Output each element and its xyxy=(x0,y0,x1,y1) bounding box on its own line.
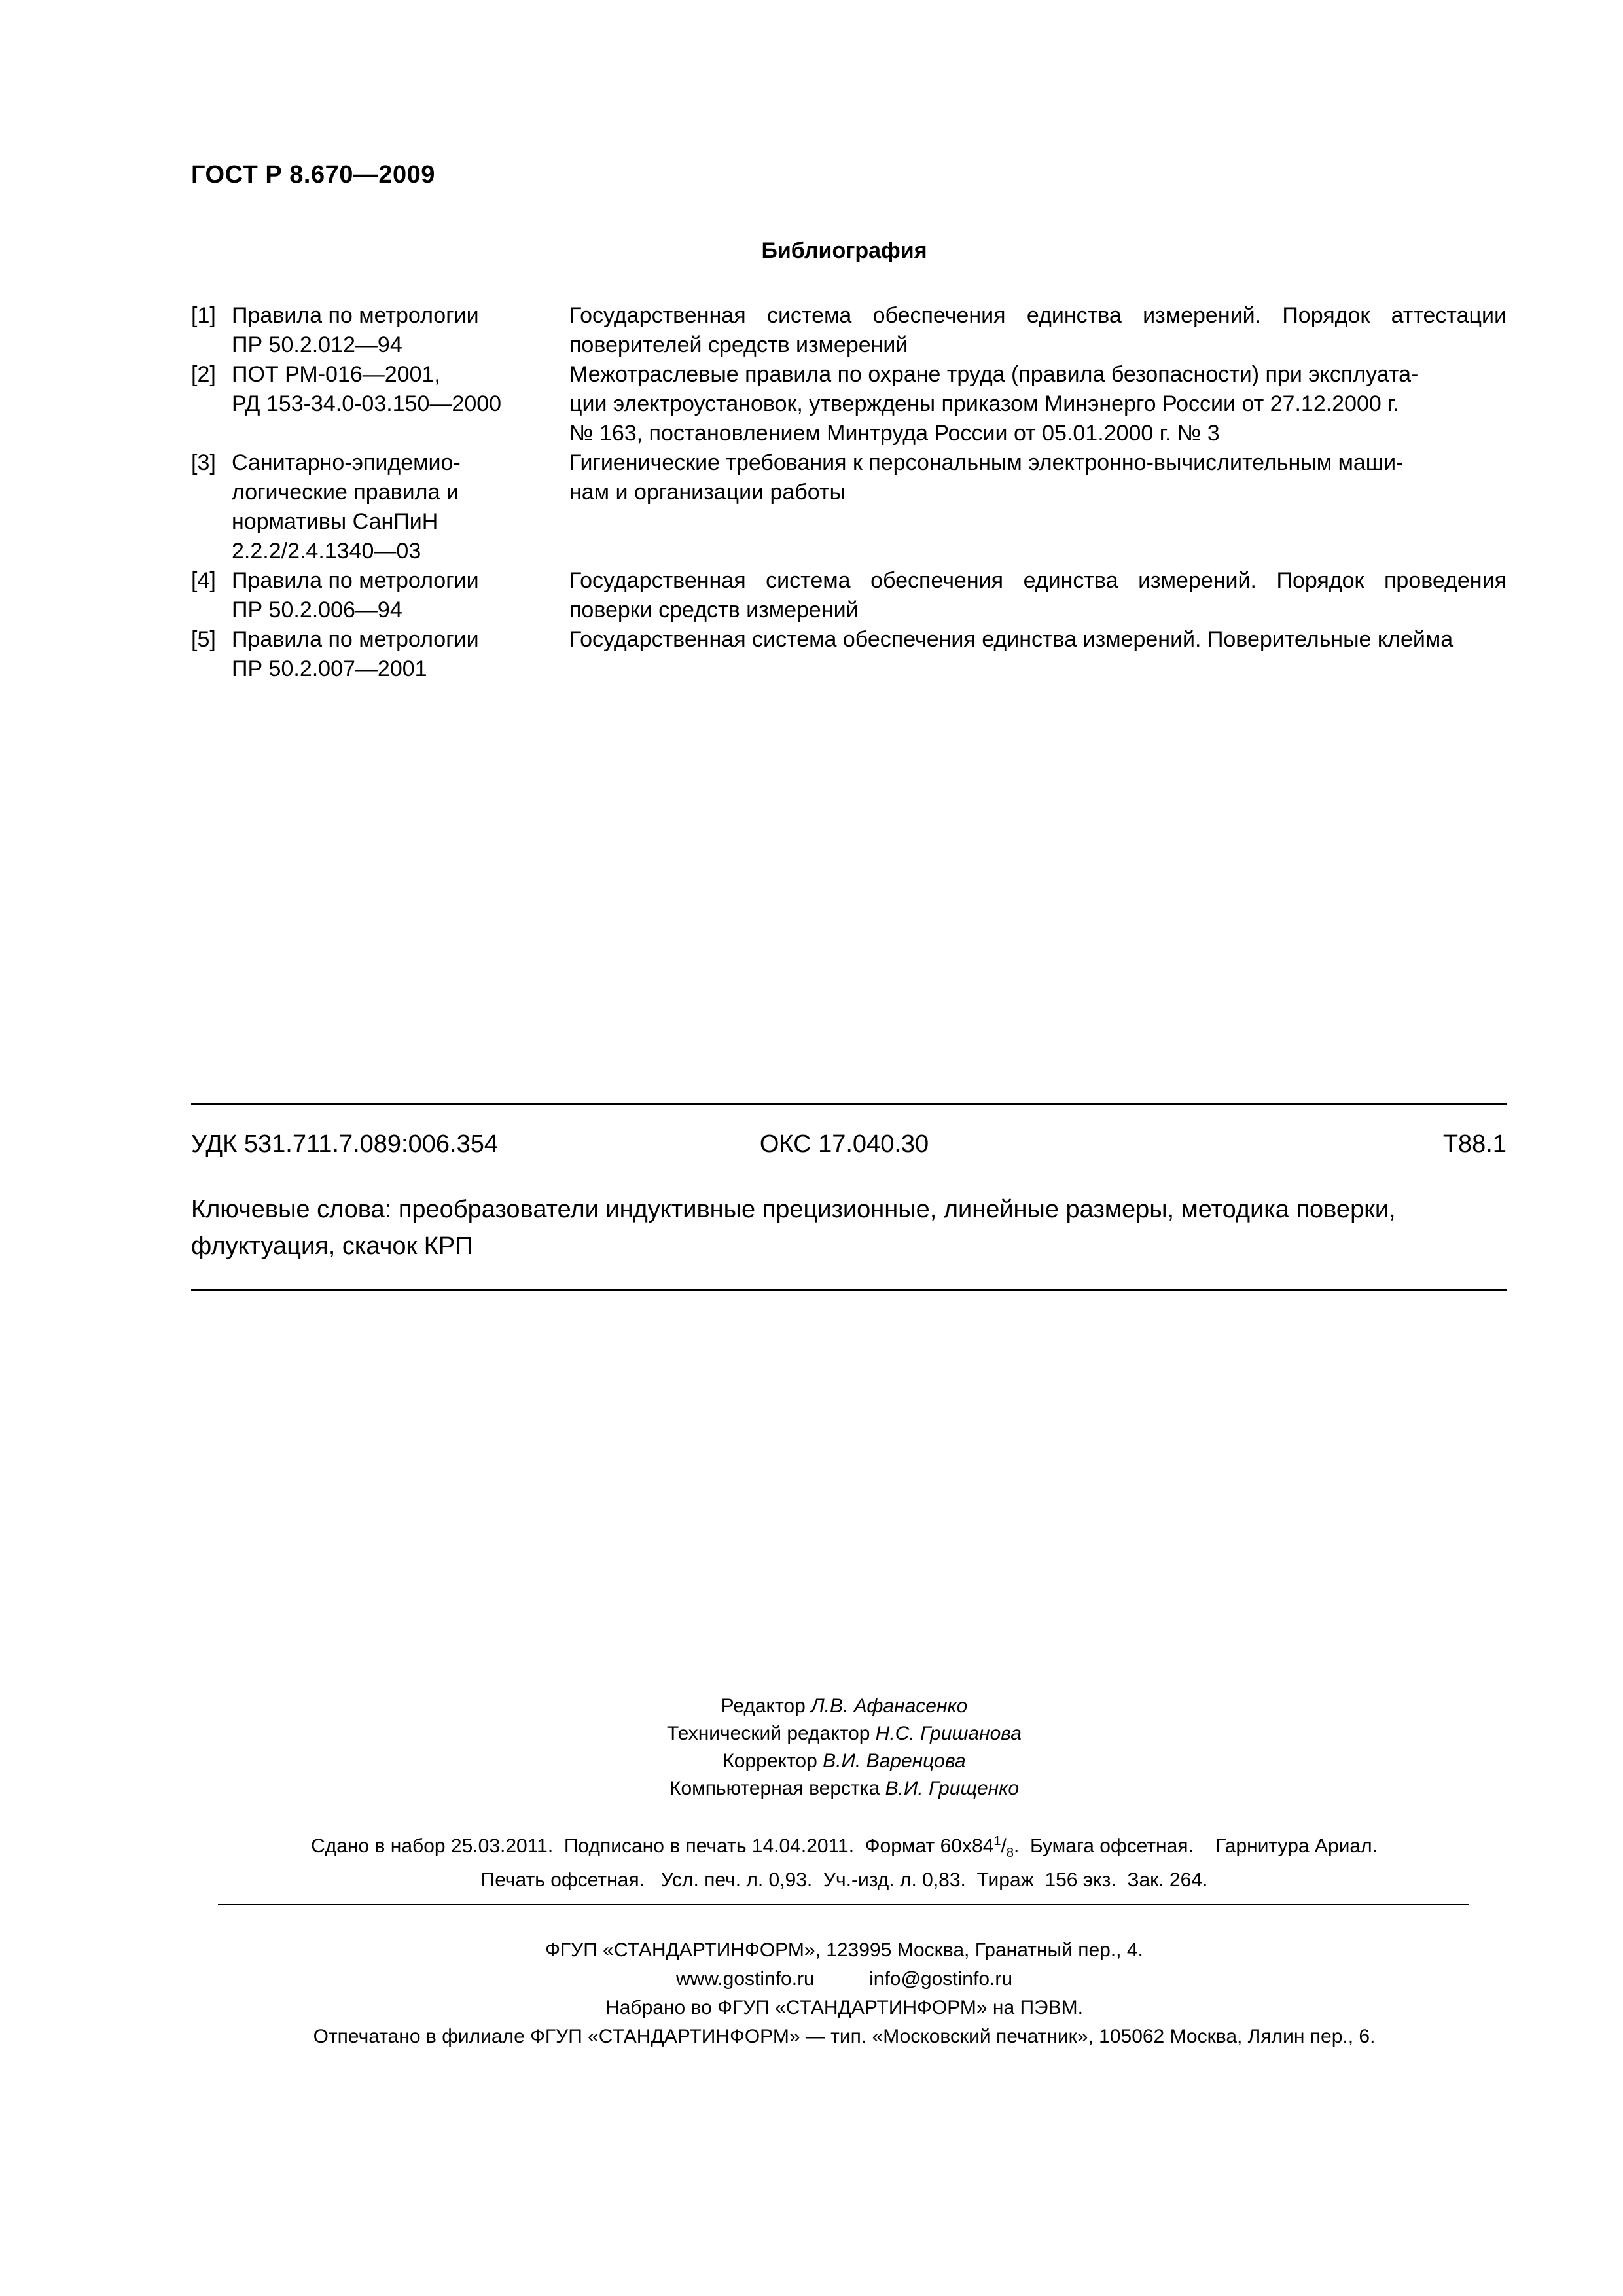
entry-number: [3] xyxy=(191,450,216,475)
entry-reference: ПОТ РМ-016—2001, РД 153-34.0-03.150—2000 xyxy=(232,362,502,416)
format-numerator: 1 xyxy=(993,1834,1001,1848)
corrector-label: Корректор xyxy=(722,1750,817,1772)
entry-reference: Санитарно-эпидемио- логические правила и нормативы СанПиН 2.2.2/2.4.1340—03 xyxy=(232,450,461,564)
entry-number: [1] xyxy=(191,303,216,328)
corrector-name: В.И. Варенцова xyxy=(823,1750,966,1772)
publisher-email[interactable]: info@gostinfo.ru xyxy=(869,1968,1013,1990)
bibliography-entry xyxy=(191,625,1507,684)
entry-reference: Правила по метрологии ПР 50.2.007—2001 xyxy=(232,627,479,681)
editor-label: Редактор xyxy=(721,1695,806,1717)
typeset-note: Набрано во ФГУП «СТАНДАРТИНФОРМ» на ПЭВМ. xyxy=(605,1997,1083,2018)
layout-line xyxy=(0,1775,1623,1803)
entry-description: Государственная система обеспечения единства измерений. Порядок аттестации поверителей средств измерений xyxy=(569,303,1507,357)
bibliography-list xyxy=(191,301,1507,684)
bibliography-entry xyxy=(191,360,1507,448)
print-details xyxy=(0,1827,1623,1894)
printed-note: Отпечатано в филиале ФГУП «СТАНДАРТИНФОРМ» — тип. «Московский печатник», 105062 Москва, Лялин пер., 6. xyxy=(313,2026,1376,2047)
divider xyxy=(191,1289,1507,1291)
layout-name: В.И. Грищенко xyxy=(885,1778,1020,1799)
publisher-website[interactable]: www.gostinfo.ru xyxy=(675,1968,815,1990)
editor-name: Л.В. Афанасенко xyxy=(811,1695,968,1717)
entry-reference: Правила по метрологии ПР 50.2.006—94 xyxy=(232,568,479,622)
corrector-line xyxy=(0,1748,1623,1775)
entry-description: Государственная система обеспечения единства измерений. Порядок проведения поверки средств измерений xyxy=(569,568,1507,622)
udk-code: УДК 531.711.7.089:006.354 xyxy=(191,1130,498,1158)
publisher-contacts xyxy=(0,1965,1623,1994)
entry-number: [2] xyxy=(191,362,216,387)
bibliography-title: Библиография xyxy=(761,238,927,263)
entry-reference: Правила по метрологии ПР 50.2.012—94 xyxy=(232,303,479,357)
classifier-code: Т88.1 xyxy=(1442,1130,1507,1158)
bibliography-entry xyxy=(191,566,1507,625)
bibliography-entry xyxy=(191,448,1507,566)
tech-editor-label: Технический редактор xyxy=(667,1723,870,1744)
document-number: ГОСТ Р 8.670—2009 xyxy=(191,161,435,188)
publisher-address: ФГУП «СТАНДАРТИНФОРМ», 123995 Москва, Гранатный пер., 4. xyxy=(545,1939,1143,1961)
imprint-credits xyxy=(0,1693,1623,1803)
print-details-line-1: Сдано в набор 25.03.2011. Подписано в печать 14.04.2011. Формат $60х84^1/_8$. Бумага офсетная. Гарнитура Ариал. xyxy=(311,1834,1378,1860)
format-denominator: 8 xyxy=(1006,1846,1014,1860)
publisher-info xyxy=(0,1936,1623,2051)
entry-description: Гигиенические требования к персональным электронно-вычислительным маши- нам и организации работы xyxy=(569,450,1404,505)
print-details-text: . Бумага офсетная. Гарнитура Ариал. xyxy=(1013,1835,1378,1857)
divider xyxy=(191,1103,1507,1105)
print-details-line-2: Печать офсетная. Усл. печ. л. 0,93. Уч.-изд. л. 0,83. Тираж 156 экз. Зак. 264. xyxy=(480,1869,1208,1891)
print-details-text: Сдано в набор 25.03.2011. Подписано в печать 14.04.2011. Формат 60х84 xyxy=(311,1835,994,1857)
bibliography-entry xyxy=(191,301,1507,360)
entry-number: [4] xyxy=(191,568,216,593)
layout-label: Компьютерная верстка xyxy=(669,1778,880,1799)
keywords: Ключевые слова: преобразователи индуктивные прецизионные, линейные размеры, методика поверки, флуктуация, скачок КРП xyxy=(191,1196,1396,1260)
tech-editor-name: Н.С. Гришанова xyxy=(875,1723,1022,1744)
tech-editor-line xyxy=(0,1720,1623,1748)
entry-number: [5] xyxy=(191,627,216,652)
editor-line xyxy=(0,1693,1623,1720)
divider xyxy=(218,1904,1469,1905)
oks-code: ОКС 17.040.30 xyxy=(759,1130,929,1158)
entry-description: Государственная система обеспечения единства измерений. Поверительные клейма xyxy=(569,627,1454,652)
entry-description: Межотраслевые правила по охране труда (правила безопасности) при эксплуата- ции электроустановок, утверждены приказом Минэнерго России от 27.12.2000 г. № 163, постановлением Минтруда России от 05.01.2000 г. № 3 xyxy=(569,362,1419,446)
